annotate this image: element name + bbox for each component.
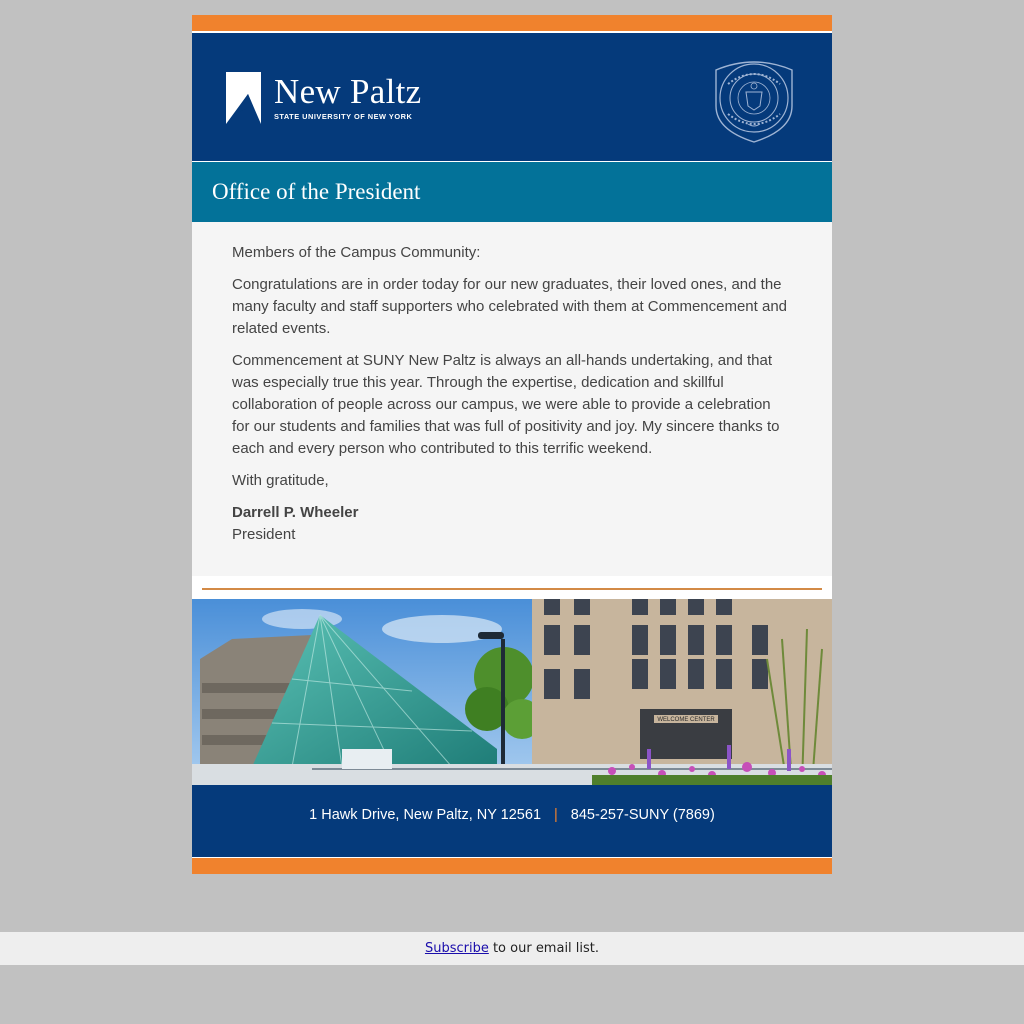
divider-area bbox=[192, 576, 832, 599]
message-body bbox=[192, 222, 832, 576]
subscribe-text: to our email list. bbox=[488, 941, 600, 956]
message-paragraph: Commencement at SUNY New Paltz is always an all-hands undertaking, and that was especially true this year. Through the expertise, dedication and skillful collaboration of people across our campus, we were able to provide a celebration for our students and families that was full of positivity and joy. My sincere thanks to each and every person who contributed to this terrific weekend. bbox=[232, 352, 780, 457]
logo-subtitle: STATE UNIVERSITY OF NEW YORK bbox=[274, 112, 413, 121]
office-title: Office of the President bbox=[212, 179, 421, 204]
orange-divider bbox=[202, 588, 822, 590]
signer-title: President bbox=[232, 526, 296, 543]
subscribe-bar bbox=[0, 932, 1024, 965]
campus-photo bbox=[192, 599, 832, 785]
email-header bbox=[192, 33, 832, 162]
footer-address: 1 Hawk Drive, New Paltz, NY 12561 bbox=[309, 807, 542, 823]
message-paragraph: Congratulations are in order today for our new graduates, their loved ones, and the many faculty and staff supporters who celebrated with them at Commencement and related events. bbox=[232, 276, 788, 337]
subscribe-link[interactable]: Subscribe bbox=[424, 941, 489, 956]
new-paltz-logo[interactable] bbox=[226, 70, 426, 125]
logo-name: New Paltz bbox=[274, 72, 422, 111]
top-orange-stripe bbox=[192, 15, 832, 33]
email-container bbox=[192, 15, 832, 874]
university-seal-icon bbox=[710, 56, 798, 144]
office-title-bar bbox=[192, 162, 832, 222]
logo-mark-icon bbox=[226, 70, 262, 125]
footer-phone: 845-257-SUNY (7869) bbox=[570, 807, 715, 823]
closing: With gratitude, bbox=[232, 472, 329, 489]
email-footer bbox=[192, 785, 832, 858]
welcome-center-sign: WELCOME CENTER bbox=[657, 717, 715, 723]
greeting: Members of the Campus Community: bbox=[232, 244, 481, 261]
footer-separator: | bbox=[554, 807, 558, 823]
signer-name: Darrell P. Wheeler bbox=[232, 504, 359, 521]
bottom-orange-stripe bbox=[192, 858, 832, 874]
footer-contact bbox=[192, 807, 832, 823]
